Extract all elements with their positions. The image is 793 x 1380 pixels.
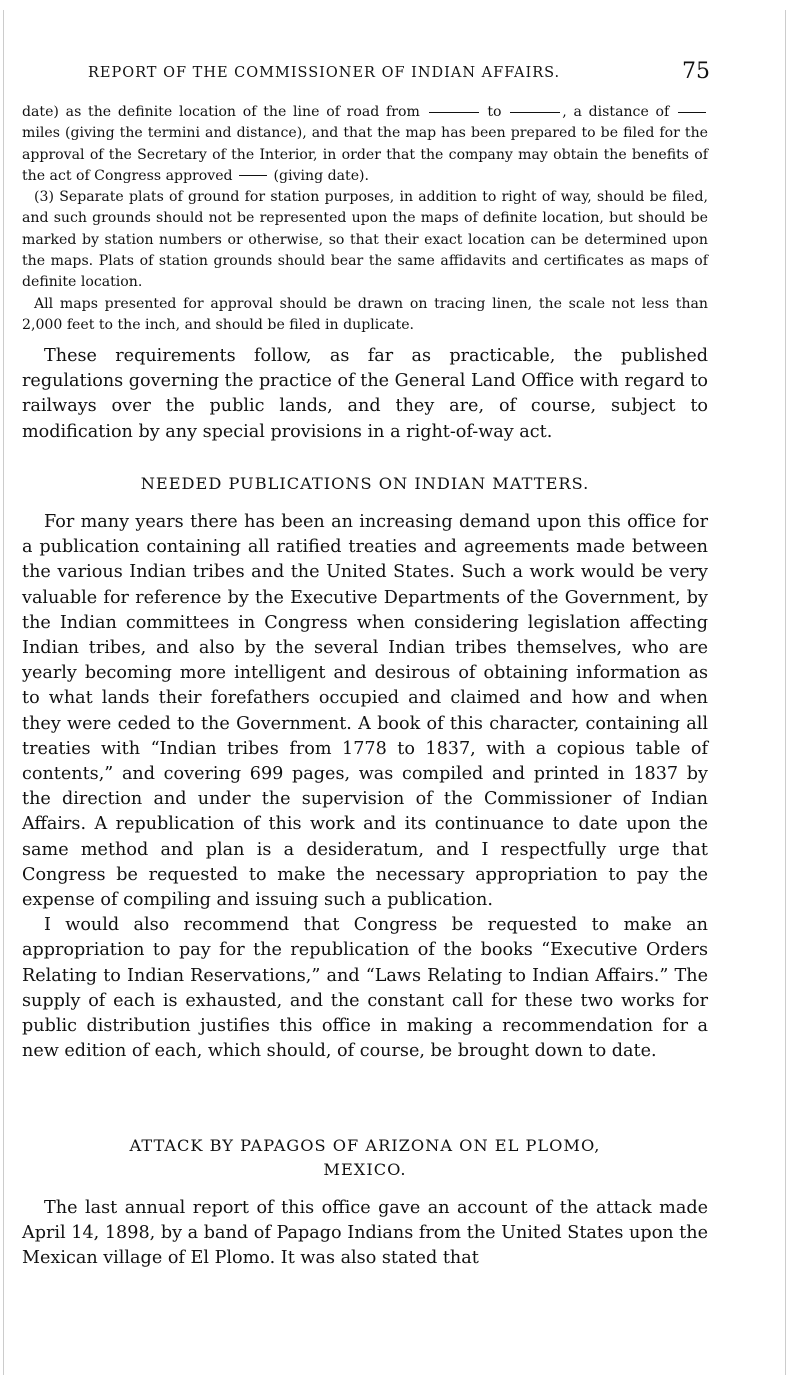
requirements-continuation — [22, 102, 708, 336]
text-fragment: miles (giving the termini and distance), and that the map has been prepared to be filed for the approval of the Secretary of the Interior, in order that the company may obtain the benefits of the act of Congress approved — [22, 125, 708, 184]
attack-section — [22, 1196, 708, 1272]
running-title: REPORT OF THE COMMISSIONER OF INDIAN AFFAIRS. — [88, 65, 561, 81]
heading-line: MEXICO. — [323, 1160, 407, 1179]
station-plats-paragraph: (3) Separate plats of ground for station purposes, in addition to right of way, should be filed, and such grounds should not be represented upon the maps of definite location, but should be marked by station numbers or otherwise, so that their exact location can be determined upon the maps. Plats of station grounds should bear the same affidavits and certificates as maps of definite location. — [22, 189, 708, 291]
blank-line — [239, 175, 267, 176]
page-number: 75 — [682, 59, 710, 84]
publications-section — [22, 510, 708, 1064]
requirements-summary — [22, 344, 708, 445]
map-certificate-paragraph — [22, 102, 708, 187]
blank-line — [510, 112, 560, 113]
publications-paragraph-2: I would also recommend that Congress be requested to make an appropriation to pay for the republication of the books “Executive Orders Relating to Indian Reservations,” and “Laws Relating to Indian Affairs.” The supply of each is exhausted, and the constant call for these two works for public distribution justifies this office in making a recommendation for a new edition of each, which should, of course, be brought down to date. — [22, 915, 708, 1062]
attack-paragraph: The last annual report of this office gave an account of the attack made April 14, 1898, by a band of Papago Indians from the United States upon the Mexican village of El Plomo. It was also stated that — [22, 1198, 708, 1269]
blank-line — [678, 112, 706, 113]
text-fragment: to — [487, 104, 502, 120]
text-fragment: (giving date). — [273, 167, 370, 184]
requirements-summary-paragraph: These requirements follow, as far as practicable, the published regulations governing the practice of the General Land Office with regard to railways over the public lands, and they are, of course, subject to modification by any special provisions in a right-of-way act. — [22, 346, 708, 442]
publications-paragraph-1: For many years there has been an increasing demand upon this office for a publication containing all ratified treaties and agreements made between the various Indian tribes and the United States. Such a work would be very valuable for reference by the Executive Departments of the Government, by the Indian committees in Congress when considering legislation affecting Indian tribes, and also by the several Indian tribes themselves, who are yearly becoming more intelligent and desirous of obtaining information as to what lands their forefathers occupied and claimed and how and when they were ceded to the Government. A book of this character, containing all treaties with “Indian tribes from 1778 to 1837, with a copious table of contents,” and covering 699 pages, was compiled and printed in 1837 by the direction and under the supervision of the Commissioner of Indian Affairs. A republication of this work and its continuance to date upon the same method and plan is a desideratum, and I respectfully urge that Congress be requested to make the necessary appropriation to pay the expense of compiling and issuing such a publication. — [22, 512, 708, 911]
blank-line — [429, 112, 479, 113]
text-fragment: , a distance of — [562, 104, 670, 120]
text-fragment: date) as the definite location of the line of road from — [22, 104, 420, 120]
running-head — [88, 60, 710, 86]
section-heading-attack — [22, 1134, 708, 1182]
maps-paragraph: All maps presented for approval should be drawn on tracing linen, the scale not less than 2,000 feet to the inch, and should be filed in duplicate. — [22, 295, 708, 333]
section-heading-publications: NEEDED PUBLICATIONS ON INDIAN MATTERS. — [140, 474, 590, 493]
heading-line: ATTACK BY PAPAGOS OF ARIZONA ON EL PLOMO, — [129, 1136, 601, 1155]
